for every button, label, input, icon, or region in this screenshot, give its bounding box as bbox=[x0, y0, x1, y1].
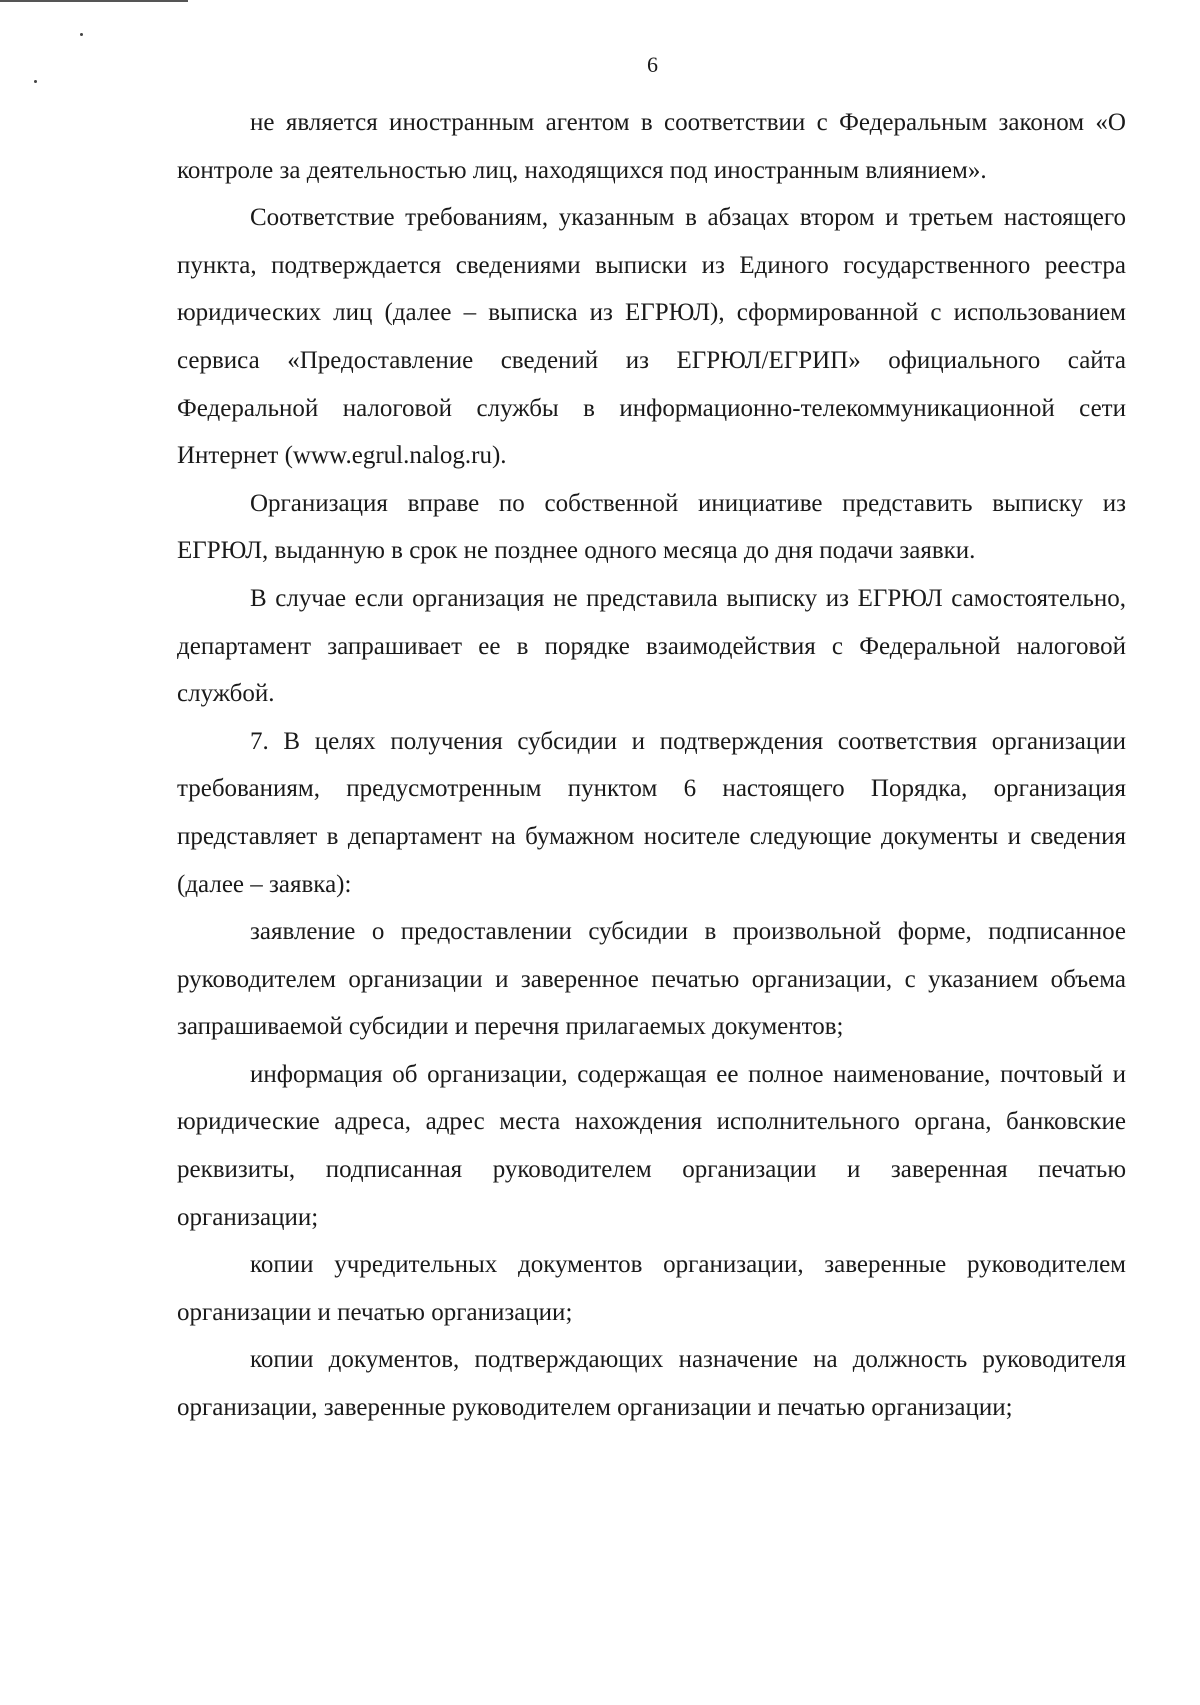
paragraph-egrul-compliance: Соответствие требованиям, указанным в абзацах втором и третьем настоящего пункта, подтверждается сведениями выписки из Единого государственного реестра юридических лиц (далее – выписка из ЕГРЮЛ), сформированной с использованием сервиса «Предоставление сведений из ЕГРЮЛ/ЕГРИП» официального сайта Федеральной налоговой службы в информационно-телекоммуникационной сети Интернет (www.egrul.nalog.ru). bbox=[177, 204, 1126, 470]
scan-edge-line bbox=[0, 0, 188, 2]
scan-speck bbox=[80, 33, 83, 36]
paragraph-own-initiative: Организация вправе по собственной инициативе представить выписку из ЕГРЮЛ, выданную в срок не позднее одного месяца до дня подачи заявки. bbox=[177, 489, 1126, 565]
paragraph-item-7: 7. В целях получения субсидии и подтверждения соответствия организации требованиям, предусмотренным пунктом 6 настоящего Порядка, организация представляет в департамент на бумажном носителе следующие документы и сведения (далее – заявка): bbox=[177, 727, 1126, 898]
page-number: 6 bbox=[647, 52, 658, 77]
paragraph-department-request: В случае если организация не представила выписку из ЕГРЮЛ самостоятельно, департамент запрашивает ее в порядке взаимодействия с Федеральной налоговой службой. bbox=[177, 584, 1126, 708]
paragraph-organization-info: информация об организации, содержащая ее полное наименование, почтовый и юридические адреса, адрес места нахождения исполнительного органа, банковские реквизиты, подписанная руководителем организации и заверенная печатью организации; bbox=[177, 1060, 1126, 1231]
paragraph-founding-documents: копии учредительных документов организации, заверенные руководителем организации и печатью организации; bbox=[177, 1251, 1126, 1326]
paragraph-application: заявление о предоставлении субсидии в произвольной форме, подписанное руководителем организации и заверенное печатью организации, с указанием объема запрашиваемой субсидии и перечня прилагаемых документов; bbox=[177, 918, 1126, 1041]
body-text bbox=[177, 99, 1126, 1432]
paragraph-foreign-agent: не является иностранным агентом в соответствии с Федеральным законом «О контроле за деятельностью лиц, находящихся под иностранным влиянием». bbox=[177, 109, 1126, 184]
scan-speck bbox=[34, 80, 37, 83]
paragraph-appointment-documents: копии документов, подтверждающих назначение на должность руководителя организации, заверенные руководителем организации и печатью организации; bbox=[177, 1346, 1126, 1422]
